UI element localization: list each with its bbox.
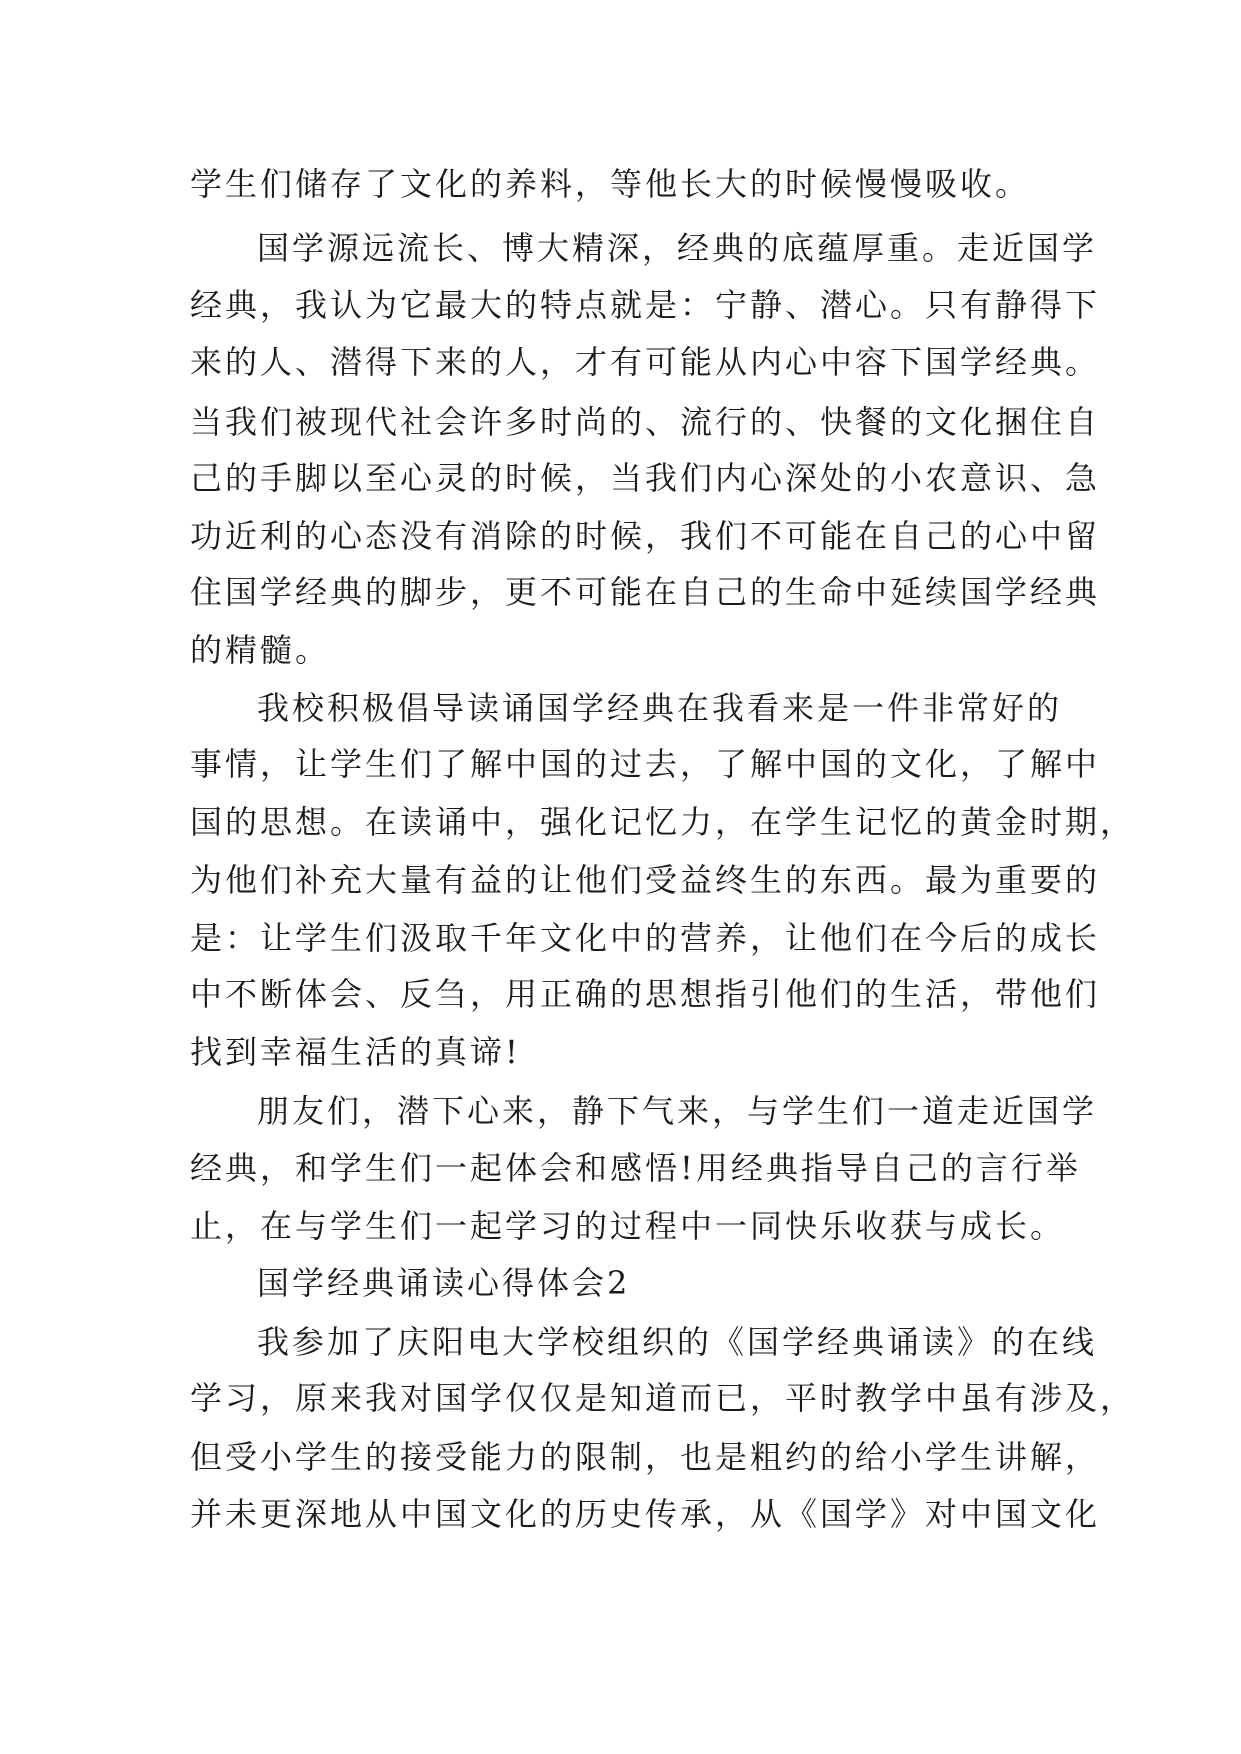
text-line: 中不断体会、反刍，用正确的思想指引他们的生活，带他们 <box>190 975 1101 1013</box>
paragraph-start: 国学源远流长、博大精深，经典的底蕴厚重。走近国学 <box>257 229 1098 267</box>
text-line: 当我们被现代社会许多时尚的、流行的、快餐的文化捆住自 <box>190 403 1101 441</box>
text-line: 的精髓。 <box>190 631 331 669</box>
text-line: 经典，和学生们一起体会和感悟!用经典指导自己的言行举 <box>190 1149 1081 1187</box>
text-line: 己的手脚以至心灵的时候，当我们内心深处的小农意识、急 <box>190 459 1101 497</box>
text-line: 功近利的心态没有消除的时候，我们不可能在自己的心中留 <box>190 517 1101 555</box>
paragraph-start: 我校积极倡导读诵国学经典在我看来是一件非常好的 <box>257 689 1063 727</box>
text-line: 学生们储存了文化的养料，等他长大的时候慢慢吸收。 <box>190 165 1031 203</box>
text-line: 找到幸福生活的真谛! <box>190 1033 521 1071</box>
paragraph-start: 我参加了庆阳电大学校组织的《国学经典诵读》的在线 <box>257 1323 1098 1361</box>
text-line: 为他们补充大量有益的让他们受益终生的东西。最为重要的 <box>190 861 1101 899</box>
text-line: 来的人、潜得下来的人，才有可能从内心中容下国学经典。 <box>190 343 1101 381</box>
text-line: 住国学经典的脚步，更不可能在自己的生命中延续国学经典 <box>190 573 1101 611</box>
text-line: 事情，让学生们了解中国的过去，了解中国的文化，了解中 <box>190 745 1101 783</box>
text-line: 止，在与学生们一起学习的过程中一同快乐收获与成长。 <box>190 1207 1066 1245</box>
text-line: 学习，原来我对国学仅仅是知道而已，平时教学中虽有涉及， <box>190 1379 1136 1417</box>
text-line: 是：让学生们汲取千年文化中的营养，让他们在今后的成长 <box>190 919 1101 957</box>
text-line: 并未更深地从中国文化的历史传承，从《国学》对中国文化 <box>190 1495 1101 1533</box>
section-heading: 国学经典诵读心得体会2 <box>257 1264 631 1302</box>
text-line: 但受小学生的接受能力的限制，也是粗约的给小学生讲解， <box>190 1438 1101 1476</box>
text-line: 国的思想。在读诵中，强化记忆力，在学生记忆的黄金时期， <box>190 803 1136 841</box>
paragraph-start: 朋友们，潜下心来，静下气来，与学生们一道走近国学 <box>257 1092 1098 1130</box>
text-line: 经典，我认为它最大的特点就是：宁静、潜心。只有静得下 <box>190 286 1101 324</box>
